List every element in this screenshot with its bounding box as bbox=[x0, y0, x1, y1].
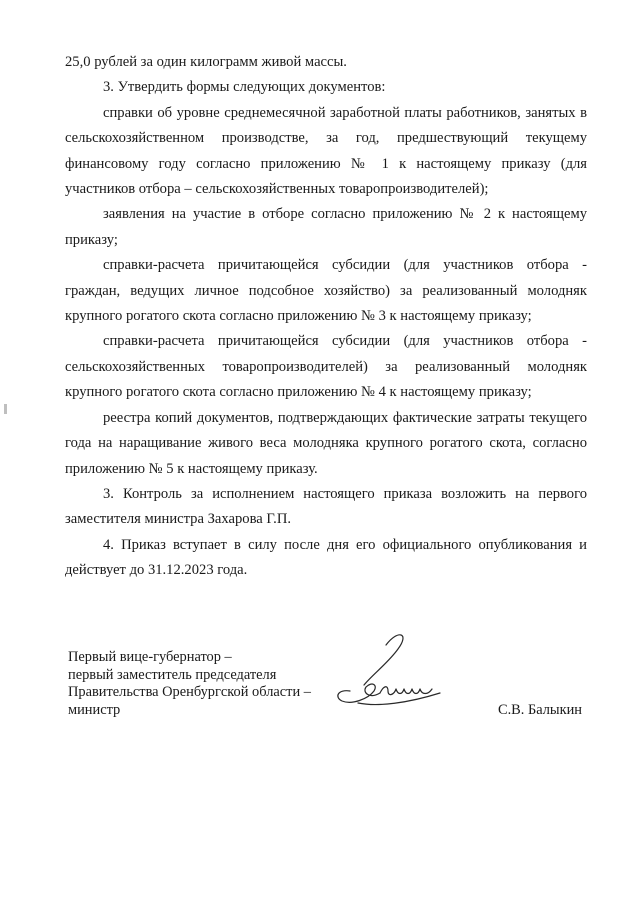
signatory-title-line-4: министр bbox=[68, 701, 121, 718]
signature-block bbox=[68, 649, 608, 719]
paragraph-application-form: заявления на участие в отборе согласно приложению № 2 к настоящему приказу; bbox=[65, 206, 587, 248]
paragraph-salary-certificate: справки об уровне среднемесячной заработной платы работников, занятых в сельскохозяйственном производстве, за год, предшествующий текущему финансовому году согласно приложению № 1 к настоящему приказу (для участников отбора – сельскохозяйственных товаропроизводителей); bbox=[65, 104, 587, 198]
paragraph-continuation: 25,0 рублей за один килограмм живой массы. bbox=[65, 54, 347, 70]
signatory-name: С.В. Балыкин bbox=[497, 701, 582, 718]
signatory-title-line-2: первый заместитель председателя bbox=[68, 666, 277, 683]
scan-margin-mark bbox=[4, 404, 7, 414]
paragraph-subsidy-calc-producers: справки-расчета причитающейся субсидии (для участников отбора - сельскохозяйственных товаропроизводителей) за реализованный молодняк крупного рогатого скота согласно приложению № 4 к настоящему приказу; bbox=[65, 333, 587, 401]
document-body bbox=[65, 50, 587, 584]
paragraph-control-clause: 3. Контроль за исполнением настоящего приказа возложить на первого заместителя министра Захарова Г.П. bbox=[65, 485, 587, 528]
signatory-title-line-1: Первый вице-губернатор – bbox=[68, 649, 232, 665]
paragraph-documents-registry: реестра копий документов, подтверждающих фактические затраты текущего года на наращивание живого веса молодняка крупного рогатого скота, согласно приложению № 5 к настоящему приказу. bbox=[65, 409, 587, 477]
paragraph-item-3-heading: 3. Утвердить формы следующих документов: bbox=[103, 79, 386, 96]
paragraph-subsidy-calc-citizens: справки-расчета причитающейся субсидии (для участников отбора - граждан, ведущих личное подсобное хозяйство) за реализованный молодняк крупного рогатого скота согласно приложению № 3 к настоящему приказу; bbox=[65, 257, 587, 325]
signatory-title-line-3: Правительства Оренбургской области – bbox=[68, 684, 311, 701]
paragraph-effective-date: 4. Приказ вступает в силу после дня его официального опубликования и действует до 31.12.2023 года. bbox=[65, 536, 587, 579]
